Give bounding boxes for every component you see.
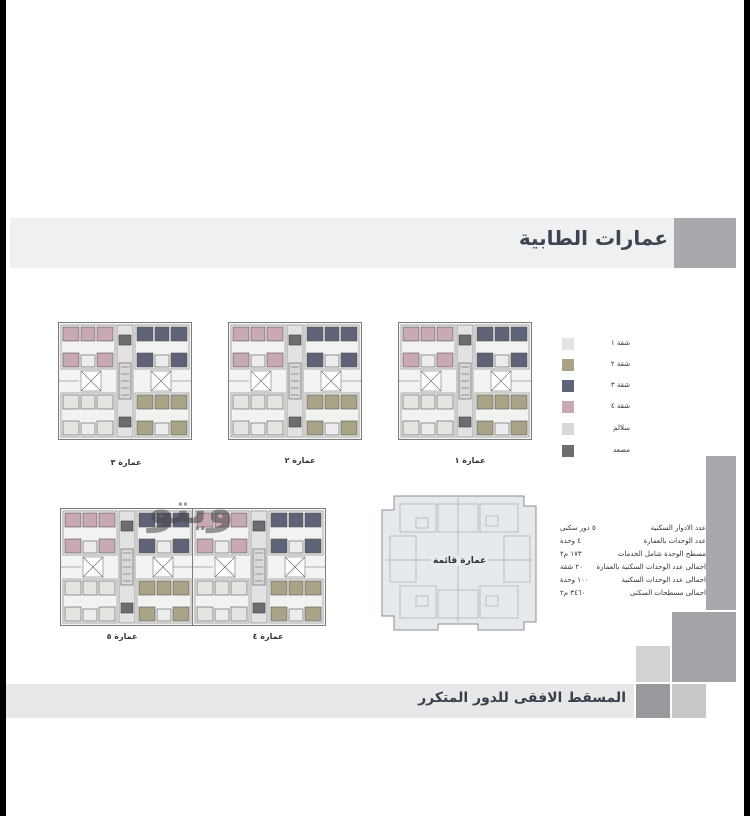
plan-room xyxy=(63,327,79,341)
plan-room xyxy=(289,335,301,345)
plan-room xyxy=(137,395,153,409)
plan-room xyxy=(155,327,169,341)
plan-room xyxy=(305,581,321,595)
legend-item xyxy=(562,338,632,352)
plan-room xyxy=(421,327,435,341)
plan-room xyxy=(155,355,169,367)
plan-room xyxy=(289,417,301,427)
plan-room xyxy=(437,395,453,409)
plan-room xyxy=(63,421,79,435)
plan-room xyxy=(307,395,323,409)
plan-room xyxy=(83,581,97,595)
plan-room xyxy=(81,395,95,409)
brochure-page xyxy=(6,0,744,816)
plan-room xyxy=(231,539,247,553)
legend-label: سلالم xyxy=(613,424,630,432)
legend-label: شقة ٤ xyxy=(610,402,630,410)
plan-room xyxy=(171,327,187,341)
legend-item xyxy=(562,423,632,437)
plan-room xyxy=(139,539,155,553)
plan-room xyxy=(421,423,435,435)
stat-row xyxy=(560,537,706,549)
plan-room xyxy=(325,395,339,409)
legend-label: مصعد xyxy=(613,446,630,454)
plan-room xyxy=(137,327,153,341)
plan-room xyxy=(231,513,247,527)
plan-room xyxy=(437,421,453,435)
plan-room xyxy=(307,327,323,341)
stat-label: اجمالى عدد الوحدات السكنية xyxy=(621,576,706,584)
legend-item xyxy=(562,445,632,459)
legend-swatch xyxy=(562,338,574,350)
plan-room xyxy=(305,607,321,621)
plan-room xyxy=(341,353,357,367)
legend-item xyxy=(562,401,632,415)
plan-room xyxy=(171,395,187,409)
plan-room xyxy=(289,609,303,621)
plan-room xyxy=(65,581,81,595)
plan-room xyxy=(197,581,213,595)
plan-room xyxy=(83,513,97,527)
plan-room xyxy=(171,421,187,435)
plan-room xyxy=(121,521,133,531)
plan-room xyxy=(251,355,265,367)
plan-room xyxy=(267,353,283,367)
legend-swatch xyxy=(562,445,574,457)
plan-room xyxy=(157,541,171,553)
deco-square xyxy=(706,456,736,610)
legend-label: شقة ١ xyxy=(610,339,630,347)
plan-room xyxy=(437,327,453,341)
plan-room xyxy=(137,421,153,435)
plan-room xyxy=(307,421,323,435)
plan-room xyxy=(97,395,113,409)
plan-room xyxy=(477,421,493,435)
plan-room xyxy=(65,539,81,553)
plan-room xyxy=(119,417,131,427)
building-5-label: عمارة ٥ xyxy=(106,632,138,641)
plan-room xyxy=(459,417,471,427)
plan-room xyxy=(99,607,115,621)
legend-item xyxy=(562,380,632,394)
legend-item xyxy=(562,359,632,373)
building-4-label: عمارة ٤ xyxy=(252,632,284,641)
stat-label: اجمالى عدد الوحدات السكنية بالعمارة xyxy=(596,563,706,571)
plan-room xyxy=(341,421,357,435)
plan-room xyxy=(173,539,189,553)
plan-room xyxy=(271,581,287,595)
plan-room xyxy=(99,539,115,553)
plan-room xyxy=(477,353,493,367)
legend-label: شقة ٢ xyxy=(610,360,630,368)
plan-room xyxy=(271,607,287,621)
plan-room xyxy=(511,395,527,409)
plan-room xyxy=(63,395,79,409)
plan-room xyxy=(99,513,115,527)
page-title: عمارات الطابية xyxy=(518,226,668,250)
plan-room xyxy=(155,395,169,409)
deco-square xyxy=(672,684,706,718)
plan-room xyxy=(477,327,493,341)
plan-room xyxy=(81,423,95,435)
subtitle: المسقط الافقى للدور المتكرر xyxy=(418,690,626,706)
plan-room xyxy=(99,581,115,595)
stat-value: ٥ دور سكنى xyxy=(560,524,596,532)
plan-room xyxy=(495,327,509,341)
plan-room xyxy=(83,541,97,553)
plan-room xyxy=(157,609,171,621)
stat-value: ٢٠ شقة xyxy=(560,563,583,571)
stat-row xyxy=(560,524,706,536)
stat-row xyxy=(560,563,706,575)
plan-room xyxy=(215,541,229,553)
stat-value: ٤ وحدة xyxy=(560,537,582,545)
plan-room xyxy=(215,581,229,595)
plan-room xyxy=(119,335,131,345)
plan-room xyxy=(65,607,81,621)
plan-room xyxy=(233,327,249,341)
stat-value: ١٧٣ م٢ xyxy=(560,550,582,558)
building-2-label: عمارة ٢ xyxy=(284,456,316,465)
legend-label: شقة ٣ xyxy=(610,381,630,389)
plan-room xyxy=(173,581,189,595)
plan-room xyxy=(197,539,213,553)
plan-room xyxy=(215,609,229,621)
plan-room xyxy=(307,353,323,367)
plan-room xyxy=(511,421,527,435)
plan-room xyxy=(341,327,357,341)
stat-value: ١٠٠ وحدة xyxy=(560,576,589,584)
plan-room xyxy=(251,423,265,435)
deco-square xyxy=(636,684,670,718)
plan-room xyxy=(495,423,509,435)
plan-room xyxy=(289,581,303,595)
legend-swatch xyxy=(562,359,574,371)
plan-room xyxy=(495,355,509,367)
plan-room xyxy=(171,353,187,367)
plan-room xyxy=(325,355,339,367)
legend-swatch xyxy=(562,401,574,413)
plan-room xyxy=(267,327,283,341)
plan-room xyxy=(289,513,303,527)
plan-room xyxy=(305,513,321,527)
floor-plan-building-2 xyxy=(228,322,362,440)
plan-room xyxy=(65,513,81,527)
plan-room xyxy=(267,421,283,435)
title-accent-block xyxy=(674,218,736,268)
plan-room xyxy=(305,539,321,553)
plan-room xyxy=(81,355,95,367)
plan-room xyxy=(197,607,213,621)
plan-room xyxy=(421,355,435,367)
deco-square xyxy=(672,612,736,682)
legend-swatch xyxy=(562,423,574,435)
floor-plan-building-1 xyxy=(398,322,532,440)
watermark-logo: ويتو xyxy=(148,484,234,533)
plan-room xyxy=(267,395,283,409)
stat-label: عدد الادوار السكنية xyxy=(650,524,706,532)
plan-room xyxy=(83,609,97,621)
plan-room xyxy=(139,581,155,595)
plan-room xyxy=(403,395,419,409)
plan-room xyxy=(233,395,249,409)
stat-label: مسطح الوحدة شامل الخدمات xyxy=(617,550,706,558)
plan-room xyxy=(325,327,339,341)
stat-label: اجمالى مسطحات السكنى xyxy=(630,589,706,597)
plan-room xyxy=(403,421,419,435)
plan-room xyxy=(251,327,265,341)
floor-plan-building-3 xyxy=(58,322,192,440)
plan-room xyxy=(421,395,435,409)
existing-building-label: عمارة قائمة xyxy=(433,556,487,566)
plan-room xyxy=(325,423,339,435)
building-1-label: عمارة ١ xyxy=(454,456,486,465)
plan-room xyxy=(271,513,287,527)
plan-room xyxy=(97,353,113,367)
plan-room xyxy=(403,353,419,367)
plan-room xyxy=(121,603,133,613)
plan-room xyxy=(477,395,493,409)
stat-row xyxy=(560,550,706,562)
plan-room xyxy=(139,607,155,621)
plan-room xyxy=(403,327,419,341)
plan-room xyxy=(233,353,249,367)
plan-room xyxy=(253,521,265,531)
plan-room xyxy=(511,327,527,341)
plan-room xyxy=(233,421,249,435)
plan-room xyxy=(231,581,247,595)
plan-room xyxy=(511,353,527,367)
plan-room xyxy=(231,607,247,621)
stat-row xyxy=(560,589,706,601)
plan-room xyxy=(289,541,303,553)
plan-room xyxy=(173,607,189,621)
deco-square xyxy=(636,646,670,682)
stat-value: ٣٤٦٠ م٢ xyxy=(560,589,586,597)
plan-room xyxy=(495,395,509,409)
plan-room xyxy=(271,539,287,553)
plan-room xyxy=(155,423,169,435)
plan-room xyxy=(63,353,79,367)
plan-room xyxy=(97,327,113,341)
plan-room xyxy=(437,353,453,367)
plan-room xyxy=(253,603,265,613)
legend-swatch xyxy=(562,380,574,392)
stat-row xyxy=(560,576,706,588)
plan-room xyxy=(97,421,113,435)
plan-room xyxy=(251,395,265,409)
plan-room xyxy=(157,581,171,595)
plan-room xyxy=(81,327,95,341)
plan-room xyxy=(341,395,357,409)
plan-room xyxy=(459,335,471,345)
building-3-label: عمارة ٣ xyxy=(110,458,142,467)
plan-room xyxy=(137,353,153,367)
stat-label: عدد الوحدات بالعمارة xyxy=(643,537,706,545)
